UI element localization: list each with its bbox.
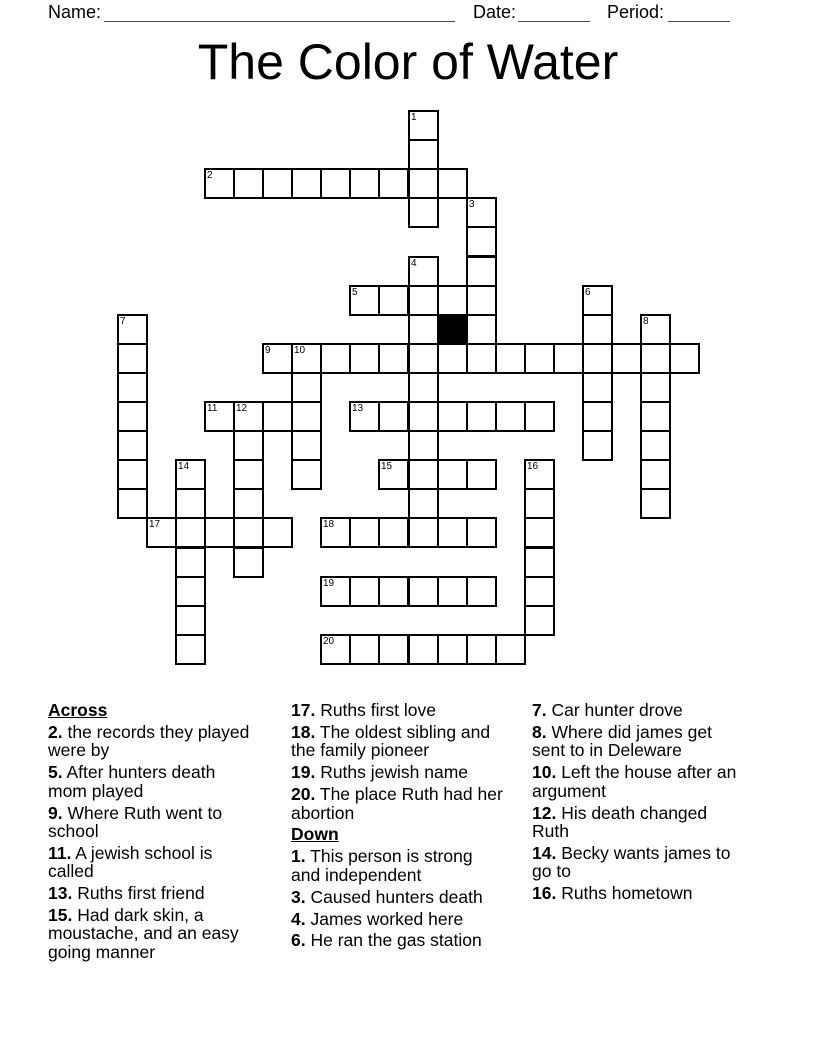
- cell-number: 20: [323, 636, 335, 647]
- cell-r15-c4[interactable]: [233, 547, 264, 578]
- cell-r11-c16[interactable]: [582, 430, 613, 461]
- clue-number: 15.: [48, 905, 73, 926]
- cell-r6-c9[interactable]: [378, 285, 409, 316]
- cell-number: 18: [323, 519, 335, 530]
- cell-r18-c12[interactable]: [466, 634, 497, 665]
- cell-r8-c8[interactable]: [349, 343, 380, 374]
- clue-number: 20.: [291, 784, 316, 805]
- cell-r7-c10[interactable]: [408, 314, 439, 345]
- clue-number: 9.: [48, 802, 63, 823]
- cell-r4-c12[interactable]: [466, 226, 497, 257]
- cell-r12-c2[interactable]: [175, 459, 206, 490]
- cell-number: 3: [469, 199, 475, 210]
- clue-number: 16.: [532, 883, 557, 904]
- cell-number: 12: [236, 403, 248, 414]
- cell-r2-c7[interactable]: [320, 168, 351, 199]
- cell-r2-c11[interactable]: [437, 168, 468, 199]
- cell-r10-c8[interactable]: [349, 401, 380, 432]
- cell-number: 7: [120, 316, 126, 327]
- cell-r16-c11[interactable]: [437, 576, 468, 607]
- cell-number: 1: [411, 112, 417, 123]
- cell-r16-c12[interactable]: [466, 576, 497, 607]
- clue-number: 7.: [532, 700, 547, 720]
- cell-r13-c0[interactable]: [117, 488, 148, 519]
- cell-r12-c14[interactable]: [524, 459, 555, 490]
- clue-number: 12.: [532, 802, 557, 823]
- cell-r5-c10[interactable]: [408, 256, 439, 287]
- cell-number: 17: [149, 519, 161, 530]
- cell-r16-c14[interactable]: [524, 576, 555, 607]
- cell-r10-c14[interactable]: [524, 401, 555, 432]
- cell-r14-c8[interactable]: [349, 517, 380, 548]
- cell-r8-c0[interactable]: [117, 343, 148, 374]
- cell-r12-c10[interactable]: [408, 459, 439, 490]
- cell-number: 2: [207, 170, 213, 181]
- cell-r14-c5[interactable]: [262, 517, 293, 548]
- cell-r18-c8[interactable]: [349, 634, 380, 665]
- cell-r14-c9[interactable]: [378, 517, 409, 548]
- clue-number: 5.: [48, 762, 63, 783]
- cell-r18-c7[interactable]: [320, 634, 351, 665]
- cell-r14-c12[interactable]: [466, 517, 497, 548]
- cell-number: 8: [643, 316, 649, 327]
- clue-8: 8. Where did james get sent to in Deleware: [532, 721, 712, 761]
- clue-16: 16. Ruths hometown: [532, 883, 693, 904]
- cell-r6-c12[interactable]: [466, 285, 497, 316]
- cell-r12-c18[interactable]: [640, 459, 671, 490]
- clue-number: 1.: [291, 846, 306, 867]
- cell-r16-c10[interactable]: [408, 576, 439, 607]
- cell-number: 4: [411, 258, 417, 269]
- clue-9: 9. Where Ruth went to school: [48, 802, 223, 841]
- cell-r7-c12[interactable]: [466, 314, 497, 345]
- cell-r7-c0[interactable]: [117, 314, 148, 345]
- cell-r10-c0[interactable]: [117, 401, 148, 432]
- cell-r9-c18[interactable]: [640, 372, 671, 403]
- cell-r8-c6[interactable]: [291, 343, 322, 374]
- cell-r0-c10[interactable]: [408, 110, 439, 141]
- cell-r1-c10[interactable]: [408, 139, 439, 170]
- clue-15: 15. Had dark skin, a moustache, and an easy going manner: [48, 905, 239, 962]
- cell-r11-c0[interactable]: [117, 430, 148, 461]
- clue-number: 17.: [291, 700, 316, 720]
- cell-r10-c13[interactable]: [495, 401, 526, 432]
- clue-18: 18. The oldest sibling and the family pioneer: [291, 721, 491, 761]
- cell-r2-c10[interactable]: [408, 168, 439, 199]
- cell-r11-c18[interactable]: [640, 430, 671, 461]
- clue-number: 19.: [291, 762, 316, 783]
- cell-number: 15: [381, 461, 393, 472]
- cell-r2-c6[interactable]: [291, 168, 322, 199]
- cell-r6-c10[interactable]: [408, 285, 439, 316]
- clue-1: 1. This person is strong and independent: [291, 846, 473, 885]
- cell-r9-c16[interactable]: [582, 372, 613, 403]
- cell-r16-c9[interactable]: [378, 576, 409, 607]
- cell-r14-c2[interactable]: [175, 517, 206, 548]
- clue-14: 14. Becky wants james to go to: [532, 842, 731, 882]
- clue-17: 17. Ruths first love: [291, 700, 436, 720]
- clue-column-down: [532, 701, 782, 906]
- cell-r6-c16[interactable]: [582, 285, 613, 316]
- cell-r14-c7[interactable]: [320, 517, 351, 548]
- clue-column-across: [48, 701, 288, 965]
- cell-r16-c2[interactable]: [175, 576, 206, 607]
- cell-r9-c10[interactable]: [408, 372, 439, 403]
- cell-r17-c14[interactable]: [524, 605, 555, 636]
- cell-r12-c4[interactable]: [233, 459, 264, 490]
- cell-r8-c14[interactable]: [524, 343, 555, 374]
- cell-r11-c6[interactable]: [291, 430, 322, 461]
- clue-4: 4. James worked here: [291, 908, 464, 929]
- clue-19: 19. Ruths jewish name: [291, 762, 469, 783]
- cell-number: 9: [265, 345, 271, 356]
- cell-r13-c14[interactable]: [524, 488, 555, 519]
- cell-r10-c12[interactable]: [466, 401, 497, 432]
- cell-number: 14: [178, 461, 190, 472]
- cell-r3-c12[interactable]: [466, 197, 497, 228]
- puzzle-title: The Color of Water: [197, 34, 619, 90]
- cell-r8-c5[interactable]: [262, 343, 293, 374]
- cell-r10-c4[interactable]: [233, 401, 264, 432]
- cell-r18-c11[interactable]: [437, 634, 468, 665]
- clue-7: 7. Car hunter drove: [532, 700, 683, 720]
- cell-r18-c2[interactable]: [175, 634, 206, 665]
- clue-10: 10. Left the house after an argument: [532, 762, 737, 801]
- cell-r10-c18[interactable]: [640, 401, 671, 432]
- cell-r2-c5[interactable]: [262, 168, 293, 199]
- cell-r2-c4[interactable]: [233, 168, 264, 199]
- cell-r8-c15[interactable]: [553, 343, 584, 374]
- clue-number: 3.: [291, 886, 306, 907]
- clue-number: 11.: [48, 842, 72, 863]
- clue-column-middle: [291, 701, 531, 953]
- cell-r10-c5[interactable]: [262, 401, 293, 432]
- cell-r2-c3[interactable]: [204, 168, 235, 199]
- cell-r14-c10[interactable]: [408, 517, 439, 548]
- cell-r8-c13[interactable]: [495, 343, 526, 374]
- cell-r5-c12[interactable]: [466, 256, 497, 287]
- clue-2: 2. the records they played were by: [48, 721, 250, 761]
- cell-r12-c0[interactable]: [117, 459, 148, 490]
- clue-number: 4.: [291, 908, 306, 929]
- cell-r10-c3[interactable]: [204, 401, 235, 432]
- clue-number: 2.: [48, 721, 63, 742]
- cell-number: 13: [352, 403, 364, 414]
- cell-r8-c12[interactable]: [466, 343, 497, 374]
- cell-r6-c8[interactable]: [349, 285, 380, 316]
- cell-r11-c10[interactable]: [408, 430, 439, 461]
- cell-r12-c12[interactable]: [466, 459, 497, 490]
- cell-number: 11: [207, 403, 218, 414]
- cell-r9-c6[interactable]: [291, 372, 322, 403]
- cell-r14-c4[interactable]: [233, 517, 264, 548]
- cell-r8-c11[interactable]: [437, 343, 468, 374]
- cell-r18-c13[interactable]: [495, 634, 526, 665]
- cell-r13-c2[interactable]: [175, 488, 206, 519]
- cell-r2-c9[interactable]: [378, 168, 409, 199]
- cell-r12-c9[interactable]: [378, 459, 409, 490]
- cell-r9-c0[interactable]: [117, 372, 148, 403]
- cell-number: 19: [323, 578, 335, 589]
- cell-r8-c16[interactable]: [582, 343, 613, 374]
- clue-12: 12. His death changed Ruth: [532, 802, 708, 841]
- cell-r14-c14[interactable]: [524, 517, 555, 548]
- cell-r14-c3[interactable]: [204, 517, 235, 548]
- cell-r8-c9[interactable]: [378, 343, 409, 374]
- cell-r16-c7[interactable]: [320, 576, 351, 607]
- cell-r10-c9[interactable]: [378, 401, 409, 432]
- clue-number: 8.: [532, 721, 547, 742]
- cell-number: 10: [294, 345, 306, 356]
- cell-r3-c10[interactable]: [408, 197, 439, 228]
- cell-r10-c11[interactable]: [437, 401, 468, 432]
- clue-5: 5. After hunters death mom played: [48, 762, 216, 801]
- clue-number: 10.: [532, 762, 557, 783]
- cell-r13-c4[interactable]: [233, 488, 264, 519]
- cell-r13-c18[interactable]: [640, 488, 671, 519]
- cell-r10-c16[interactable]: [582, 401, 613, 432]
- period-label: Period:: [607, 2, 665, 22]
- cell-r10-c10[interactable]: [408, 401, 439, 432]
- cell-number: 6: [585, 287, 591, 298]
- clue-13: 13. Ruths first friend: [48, 883, 205, 904]
- cell-r15-c14[interactable]: [524, 547, 555, 578]
- cell-r18-c10[interactable]: [408, 634, 439, 665]
- clue-20: 20. The place Ruth had her abortion: [291, 784, 503, 823]
- cell-number: 16: [527, 461, 539, 472]
- cell-r7-c16[interactable]: [582, 314, 613, 345]
- cell-r12-c11[interactable]: [437, 459, 468, 490]
- cell-r11-c4[interactable]: [233, 430, 264, 461]
- cell-r7-c18[interactable]: [640, 314, 671, 345]
- cell-r16-c8[interactable]: [349, 576, 380, 607]
- cell-r10-c6[interactable]: [291, 401, 322, 432]
- cell-r8-c18[interactable]: [640, 343, 671, 374]
- clue-number: 6.: [291, 930, 306, 951]
- cell-r18-c9[interactable]: [378, 634, 409, 665]
- clue-11: 11. A jewish school is called: [48, 842, 213, 882]
- cell-r6-c11[interactable]: [437, 285, 468, 316]
- cell-r15-c2[interactable]: [175, 547, 206, 578]
- clue-6: 6. He ran the gas station: [291, 930, 482, 951]
- date-label: Date:: [473, 2, 517, 22]
- clue-number: 18.: [291, 721, 316, 742]
- cell-r17-c2[interactable]: [175, 605, 206, 636]
- cell-r14-c11[interactable]: [437, 517, 468, 548]
- clue-number: 13.: [48, 883, 73, 904]
- cell-r14-c1[interactable]: [146, 517, 177, 548]
- cell-r8-c19[interactable]: [669, 343, 700, 374]
- clue-number: 14.: [532, 842, 557, 863]
- across-heading: Across: [48, 700, 108, 720]
- cell-r12-c6[interactable]: [291, 459, 322, 490]
- cell-number: 5: [352, 287, 358, 298]
- cell-r8-c7[interactable]: [320, 343, 351, 374]
- cell-r8-c17[interactable]: [611, 343, 642, 374]
- cell-r13-c10[interactable]: [408, 488, 439, 519]
- name-label: Name:: [48, 2, 102, 22]
- blocked-cell: [437, 314, 468, 345]
- cell-r2-c8[interactable]: [349, 168, 380, 199]
- down-heading: Down: [291, 824, 339, 845]
- cell-r8-c10[interactable]: [408, 343, 439, 374]
- clue-3: 3. Caused hunters death: [291, 886, 483, 907]
